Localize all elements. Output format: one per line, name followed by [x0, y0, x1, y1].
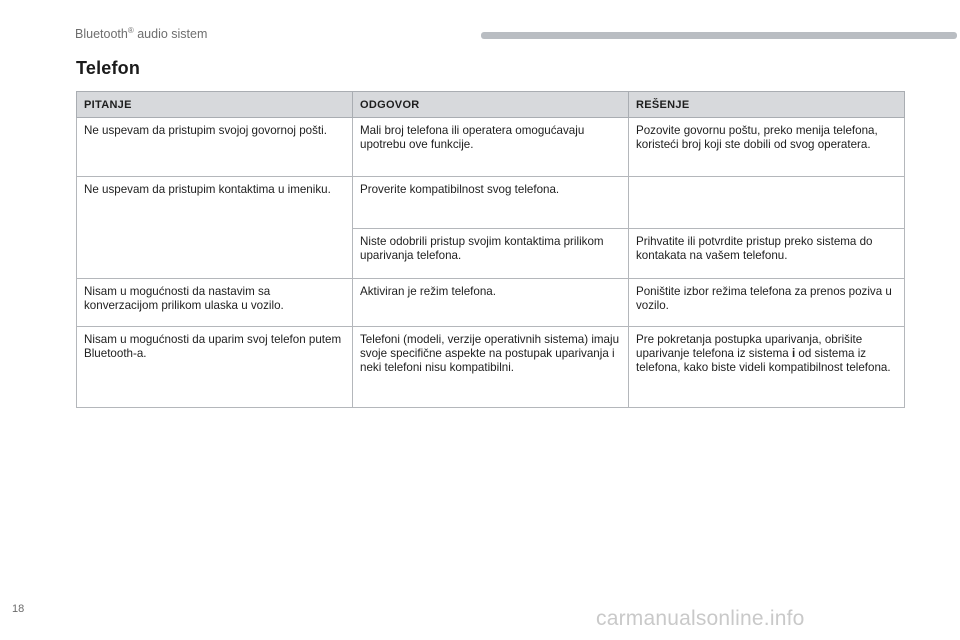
table-row [77, 279, 905, 327]
answer-cell: Proverite kompatibilnost svog telefona. [353, 177, 629, 229]
answer-cell: Telefoni (modeli, verzije operativnih sistema) imaju svoje specifične aspekte na postupak uparivanja i neki telefoni nisu kompatibilni. [353, 327, 629, 408]
question-cell: Ne uspevam da pristupim svojoj govornoj pošti. [77, 118, 353, 177]
header-bar [481, 32, 957, 39]
table-row [77, 177, 905, 229]
solution-text-part1: Pre pokretanja postupka uparivanja, obrišite uparivanje telefona iz sistema [636, 333, 863, 360]
table-row [77, 118, 905, 177]
question-cell: Nisam u mogućnosti da nastavim sa konverzacijom prilikom ulaska u vozilo. [77, 279, 353, 327]
solution-cell [629, 177, 905, 229]
watermark: carmanualsonline.info [596, 607, 805, 630]
page-number: 18 [12, 603, 25, 615]
section-title: Telefon [76, 58, 141, 78]
running-header-prefix: Bluetooth [75, 27, 128, 41]
answer-cell: Niste odobrili pristup svojim kontaktima prilikom uparivanja telefona. [353, 229, 629, 279]
table-row [77, 327, 905, 408]
solution-cell: Pozovite govornu poštu, preko menija telefona, koristeći broj koji ste dobili od svog operatera. [629, 118, 905, 177]
answer-cell: Mali broj telefona ili operatera omogućavaju upotrebu ove funkcije. [353, 118, 629, 177]
header-question: PITANJE [77, 92, 353, 118]
solution-cell [629, 327, 905, 408]
answer-cell: Aktiviran je režim telefona. [353, 279, 629, 327]
question-cell: Ne uspevam da pristupim kontaktima u imeniku. [77, 177, 353, 279]
faq-table [76, 91, 905, 408]
running-header-suffix: audio sistem [133, 27, 208, 41]
header-answer: ODGOVOR [353, 92, 629, 118]
table-header-row [77, 92, 905, 118]
solution-text-bold: i [791, 347, 796, 360]
header-solution: REŠENJE [629, 92, 905, 118]
solution-cell: Prihvatite ili potvrdite pristup preko sistema do kontakata na vašem telefonu. [629, 229, 905, 279]
solution-text-part2: od sistema iz telefona, kako biste videli kompatibilnost telefona. [636, 347, 891, 374]
question-cell: Nisam u mogućnosti da uparim svoj telefon putem Bluetooth-a. [77, 327, 353, 408]
running-header [75, 27, 207, 41]
registered-mark: ® [127, 25, 134, 35]
solution-cell: Poništite izbor režima telefona za prenos poziva u vozilo. [629, 279, 905, 327]
